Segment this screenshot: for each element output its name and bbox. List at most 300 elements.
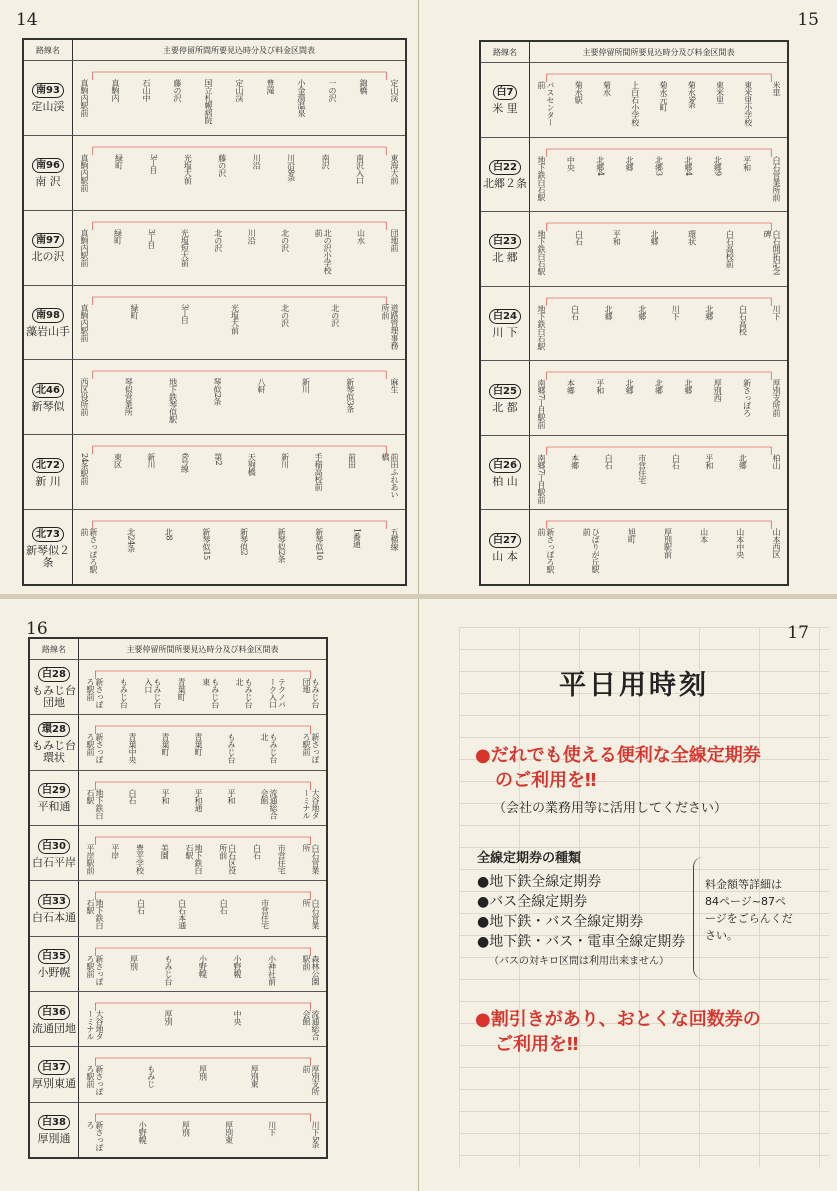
stop-name: 北郷 bbox=[637, 304, 647, 320]
route-row bbox=[24, 135, 405, 211]
info-column-header: 主要停留所間所要見込時分及び料金区間表 bbox=[582, 47, 735, 57]
stop-name: 中央 bbox=[233, 1010, 242, 1025]
stop-name: 琴似営業所 bbox=[124, 378, 134, 416]
stop-sequence bbox=[86, 889, 320, 930]
route-code-badge: 白30 bbox=[38, 839, 70, 854]
stop-name: 団地前 bbox=[389, 228, 399, 252]
stop-name: 新琴似3条 bbox=[345, 378, 355, 414]
stop-name: 川沿 bbox=[247, 228, 257, 244]
route-row bbox=[24, 210, 405, 286]
route-code-badge: 白37 bbox=[38, 1060, 70, 1075]
stop-name: 川沿8条 bbox=[286, 153, 296, 181]
stop-name: もみじ台北 bbox=[260, 733, 278, 764]
route-label bbox=[24, 360, 73, 435]
route-column-header: 路線名 bbox=[24, 40, 73, 60]
stop-name: もみじ台 bbox=[119, 678, 129, 708]
coupon-promo bbox=[475, 1007, 761, 1057]
route-row bbox=[24, 509, 405, 585]
stop-name: 柏山 bbox=[771, 453, 781, 469]
stop-name: もみじ台東 bbox=[201, 678, 220, 708]
stop-name: 新さっぽろ駅前 bbox=[86, 1065, 104, 1096]
stop-name: 流通総合会館 bbox=[302, 1010, 320, 1040]
route-label bbox=[481, 212, 530, 287]
page-number: 15 bbox=[797, 10, 819, 30]
stop-name: 緑町 bbox=[130, 303, 140, 319]
route-label bbox=[481, 361, 530, 436]
stop-name: 1番通 bbox=[352, 528, 362, 548]
stop-name: 琴似2条 bbox=[212, 378, 222, 406]
route-code-badge: 白36 bbox=[38, 1005, 70, 1020]
stop-name: 川下5条 bbox=[310, 1120, 320, 1148]
stop-name: 本郷 bbox=[566, 379, 576, 395]
stop-name: 地下鉄白石駅 bbox=[537, 230, 546, 276]
stop-name: 新琴似2条 bbox=[277, 528, 287, 563]
stop-name: 定山渓 bbox=[390, 79, 399, 102]
route-name: もみじ台団地 bbox=[32, 683, 76, 709]
stop-name: 北郷4 bbox=[595, 155, 605, 176]
stop-name: 厚別 bbox=[181, 1120, 191, 1136]
stop-name: 白石 bbox=[574, 230, 584, 246]
stop-sequence bbox=[80, 443, 399, 504]
route-label bbox=[24, 211, 73, 286]
stop-name: 菊水 bbox=[602, 81, 612, 96]
route-code-badge: 白35 bbox=[38, 949, 70, 964]
stop-name: 新琴似10 bbox=[314, 528, 324, 560]
route-code-badge: 北46 bbox=[32, 383, 64, 398]
route-row bbox=[481, 211, 787, 287]
route-label bbox=[30, 715, 79, 770]
stop-name: もみじ台 bbox=[164, 954, 173, 985]
coupon-headline-cont: ご利用を‼ bbox=[495, 1034, 579, 1055]
route-row bbox=[481, 509, 787, 585]
page-number: 16 bbox=[26, 619, 48, 639]
pass-type-item: ●地下鉄・バス・電車全線定期券 bbox=[477, 934, 686, 950]
stop-name: 3丁目 bbox=[148, 153, 158, 174]
route-row bbox=[30, 936, 326, 992]
stop-sequence bbox=[86, 1055, 320, 1096]
stop-name: 流通総合会館 bbox=[260, 788, 278, 819]
stop-name: もみじ台入口 bbox=[143, 678, 162, 708]
route-code-badge: 南93 bbox=[32, 83, 64, 98]
route-label bbox=[30, 826, 79, 881]
stop-sequence bbox=[537, 146, 781, 207]
pass-type-item: ●バス全線定期券 bbox=[477, 894, 588, 910]
route-name: 川 下 bbox=[492, 325, 518, 339]
stop-name: 真駒内駅前 bbox=[80, 79, 89, 117]
stop-sequence bbox=[86, 1000, 320, 1041]
stop-name: 旭町 bbox=[627, 528, 637, 544]
page-title: 平日用時刻 bbox=[559, 670, 709, 701]
route-code-badge: 白7 bbox=[493, 85, 518, 100]
stop-name: 新琴似2 bbox=[239, 528, 249, 556]
stop-name: 北の沢 bbox=[213, 228, 223, 252]
stop-name: 北郷 bbox=[654, 379, 664, 395]
stop-sequence bbox=[80, 518, 399, 579]
stop-name: 北郷 bbox=[704, 304, 714, 320]
stop-name: 菊水元町 bbox=[659, 81, 668, 111]
stop-name: 白石高校 bbox=[738, 304, 748, 335]
stop-name: 菊水駅 bbox=[574, 81, 584, 104]
route-name: 白石本通 bbox=[32, 910, 76, 924]
route-code-badge: 環28 bbox=[38, 722, 70, 737]
route-code-badge: 南98 bbox=[32, 308, 64, 323]
page-number: 14 bbox=[16, 10, 38, 30]
stop-sequence bbox=[537, 295, 781, 356]
stop-name: 真駒内 bbox=[111, 79, 120, 102]
pass-type-item: ●地下鉄全線定期券 bbox=[477, 874, 602, 890]
stop-name: 南沢 bbox=[321, 153, 331, 169]
route-name: 南 沢 bbox=[35, 175, 61, 189]
stop-name: 北郷4 bbox=[683, 155, 693, 176]
stop-name: 厚別東 bbox=[250, 1065, 260, 1088]
stop-name: 北24条 bbox=[126, 528, 136, 553]
route-label bbox=[481, 63, 530, 138]
stop-name: 白石 bbox=[671, 453, 681, 469]
route-code-badge: 北72 bbox=[32, 458, 64, 473]
stop-name: 第2 bbox=[213, 453, 223, 466]
route-row bbox=[30, 991, 326, 1047]
stop-name: 一の沢 bbox=[328, 79, 337, 102]
stop-name: 地下鉄白石駅 bbox=[86, 788, 104, 819]
stop-name: もみじ bbox=[146, 1065, 156, 1088]
route-label bbox=[30, 660, 79, 715]
stop-name: 白石 bbox=[570, 304, 580, 320]
stop-name: 平岸駅前 bbox=[86, 844, 95, 874]
route-name: 新 川 bbox=[35, 474, 61, 488]
stop-name: 青葉町 bbox=[177, 678, 187, 701]
stop-name: 白石 bbox=[604, 453, 614, 469]
stop-name: 北の沢小学校前 bbox=[314, 228, 333, 274]
stop-sequence bbox=[86, 779, 320, 820]
info-column-header: 主要停留所間所要見込時分及び料金区間表 bbox=[163, 45, 315, 55]
route-code-badge: 白25 bbox=[489, 384, 521, 399]
route-code-badge: 白27 bbox=[489, 533, 521, 548]
stop-name: 西区役所前 bbox=[80, 378, 89, 416]
stop-name: 北郷 bbox=[738, 453, 748, 469]
stop-name: 白石区役所前 bbox=[218, 844, 237, 874]
route-name: 新琴似２条 bbox=[26, 543, 70, 569]
route-row bbox=[30, 714, 326, 770]
stop-name: もみじ台北 bbox=[235, 678, 254, 708]
route-row bbox=[481, 137, 787, 213]
stop-name: 厚別西 bbox=[713, 379, 723, 402]
route-name: 小野幌 bbox=[37, 966, 71, 980]
stop-name: 緑町 bbox=[114, 153, 124, 169]
route-column-header: 路線名 bbox=[481, 42, 530, 62]
stop-name: 白石 bbox=[219, 899, 229, 915]
route-label bbox=[30, 937, 79, 992]
route-name: 平和通 bbox=[37, 800, 71, 814]
stop-name: 大谷地ターミナル bbox=[302, 788, 320, 819]
route-table bbox=[479, 40, 789, 586]
stop-name: 白石開拓記念碑 bbox=[762, 230, 781, 276]
stop-sequence bbox=[86, 834, 320, 875]
stop-sequence bbox=[86, 668, 320, 709]
route-name: 北 郷 bbox=[492, 251, 518, 265]
page-fold bbox=[0, 594, 837, 599]
stop-name: 3丁目 bbox=[180, 303, 190, 324]
route-row bbox=[24, 60, 405, 136]
route-name: 定山渓 bbox=[31, 100, 65, 114]
stop-name: 山水 bbox=[356, 228, 366, 244]
stop-name: 新さっぽろ駅前 bbox=[80, 528, 98, 574]
pass-types-note: （バスの対キロ区間は利用出来ません） bbox=[489, 956, 669, 967]
stop-name: 川下 bbox=[267, 1120, 277, 1136]
stop-name: 新さっぽろ駅前 bbox=[86, 678, 104, 708]
stop-name: 真駒内駅前 bbox=[80, 303, 89, 342]
stop-sequence bbox=[86, 723, 320, 764]
stop-name: 前田ふれあい橋 bbox=[380, 453, 399, 499]
stop-name: 北の沢 bbox=[280, 228, 290, 252]
stop-name: 光塩短大前 bbox=[180, 228, 190, 267]
stop-name: 山本西区 bbox=[771, 528, 781, 559]
stop-name: 平和 bbox=[704, 453, 714, 469]
stop-sequence bbox=[537, 220, 781, 281]
route-label bbox=[481, 510, 530, 585]
route-label bbox=[24, 435, 73, 510]
stop-name: 石山中 bbox=[142, 79, 151, 102]
route-name: 厚別東通 bbox=[32, 1076, 76, 1090]
route-row bbox=[481, 62, 787, 138]
route-row bbox=[30, 659, 326, 715]
stop-name: 平和 bbox=[595, 379, 605, 395]
route-row bbox=[30, 1046, 326, 1102]
route-label bbox=[481, 436, 530, 511]
stop-name: 厚別 bbox=[164, 1010, 173, 1025]
route-name: もみじ台環状 bbox=[32, 738, 76, 764]
route-code-badge: 白22 bbox=[489, 160, 521, 175]
stop-name: 川下 bbox=[671, 304, 681, 320]
stop-name: 東海大前 bbox=[389, 153, 399, 184]
stop-name: 東区 bbox=[113, 453, 123, 469]
stop-name: 藤の沢 bbox=[217, 153, 227, 177]
stop-name: 厚別 bbox=[129, 954, 139, 970]
stop-name: 小野幌 bbox=[138, 1120, 148, 1144]
stop-name: 小金湯温泉 bbox=[297, 79, 306, 117]
stop-name: 厚別支所前 bbox=[302, 1065, 320, 1096]
stop-sequence bbox=[537, 369, 781, 430]
route-code-badge: 南96 bbox=[32, 158, 64, 173]
page-number: 17 bbox=[787, 623, 809, 643]
stop-name: 北の沢 bbox=[280, 303, 290, 327]
route-label bbox=[30, 1047, 79, 1102]
stop-name: 手稲高校前 bbox=[314, 453, 324, 491]
stop-name: 北郷 bbox=[683, 379, 693, 395]
stop-name: 国立札幌病院 bbox=[204, 79, 213, 124]
route-code-badge: 北73 bbox=[32, 527, 64, 542]
stop-name: 本郷 bbox=[570, 453, 580, 469]
stop-name: 小野幌 bbox=[233, 954, 242, 978]
stop-name: 光塩大前 bbox=[183, 153, 193, 184]
stop-name: 白石 bbox=[128, 788, 137, 804]
table-header bbox=[481, 42, 787, 63]
stop-name: 小神社前 bbox=[267, 954, 277, 985]
stop-name: 北郷 bbox=[649, 230, 659, 246]
stop-name: 平岸 bbox=[110, 844, 120, 859]
route-row bbox=[30, 825, 326, 881]
route-code-badge: 白24 bbox=[489, 309, 521, 324]
pass-types-title: 全線定期券の種類 bbox=[477, 851, 582, 866]
stop-name: 白石本通 bbox=[177, 899, 187, 930]
stop-name: 新川 bbox=[301, 378, 311, 394]
stop-name: 平和 bbox=[161, 788, 170, 804]
stop-name: 青葉町 bbox=[194, 733, 203, 756]
stop-name: 新さっぽろ駅前 bbox=[302, 733, 320, 764]
stop-name: 環状 bbox=[687, 230, 697, 246]
stop-name: 五横線 bbox=[390, 528, 399, 551]
stop-name: ひばりが丘駅前 bbox=[582, 528, 601, 574]
stop-name: 森林公園駅前 bbox=[302, 954, 320, 985]
stop-name: 南沢入口 bbox=[355, 153, 365, 184]
route-name: 北の沢 bbox=[31, 250, 65, 264]
stop-name: 北郷9 bbox=[713, 155, 723, 176]
stop-name: 3丁目 bbox=[146, 228, 156, 249]
stop-name: 美園 bbox=[160, 844, 170, 859]
route-row bbox=[24, 359, 405, 435]
stop-sequence bbox=[80, 144, 399, 205]
stop-name: 白石営業所前 bbox=[772, 155, 781, 201]
stop-sequence bbox=[86, 1111, 320, 1152]
route-label bbox=[30, 771, 79, 826]
page-15 bbox=[419, 0, 837, 596]
stop-name: テクノパーク入口 bbox=[268, 678, 287, 708]
stop-sequence bbox=[537, 444, 781, 505]
route-label bbox=[30, 881, 79, 936]
stop-name: 山本 bbox=[699, 528, 709, 544]
stop-name: 新さっぽろ駅前 bbox=[537, 528, 555, 574]
coupon-headline: ●割引きがあり、おとくな回数券の bbox=[475, 1009, 761, 1030]
route-row bbox=[481, 360, 787, 436]
fare-details-note: 料金額等詳細は84ページ~87ページをごらんください。 bbox=[705, 878, 793, 942]
stop-name: 北8 bbox=[164, 528, 174, 541]
stop-sequence bbox=[80, 69, 399, 130]
route-code-badge: 南97 bbox=[32, 233, 64, 248]
stop-name: 平和 bbox=[227, 788, 236, 804]
stop-name: もみじ台 bbox=[227, 733, 236, 764]
route-label bbox=[24, 510, 73, 585]
stop-name: 小野幌 bbox=[198, 954, 208, 978]
route-label bbox=[30, 1103, 79, 1158]
route-row bbox=[30, 770, 326, 826]
stop-name: 真駒内駅前 bbox=[80, 153, 89, 192]
pass-type-item: ●地下鉄・バス全線定期券 bbox=[477, 914, 644, 930]
route-name: 藻岩山手 bbox=[26, 324, 70, 338]
route-table bbox=[22, 38, 407, 586]
stop-name: 光塩大前 bbox=[230, 303, 240, 334]
promo-headline-cont: のご利用を‼ bbox=[495, 770, 597, 791]
route-code-badge: 白23 bbox=[489, 234, 521, 249]
route-row bbox=[481, 435, 787, 511]
route-row bbox=[30, 1102, 326, 1158]
route-name: 厚別通 bbox=[37, 1132, 71, 1146]
stop-name: 錦橋 bbox=[359, 79, 368, 94]
stop-name: 新川 bbox=[146, 453, 156, 469]
page-14 bbox=[0, 0, 418, 596]
stop-name: 平和 bbox=[612, 230, 622, 246]
pass-types bbox=[477, 847, 685, 967]
promo-note: （会社の業務用等に活用してください） bbox=[493, 801, 728, 816]
route-label bbox=[24, 136, 73, 211]
route-column-header: 路線名 bbox=[30, 639, 79, 659]
stop-name: 厚別 bbox=[198, 1065, 208, 1081]
stop-name: 地下鉄白石駅 bbox=[185, 844, 203, 874]
stop-sequence bbox=[537, 71, 781, 132]
stop-name: 市営住宅 bbox=[277, 844, 287, 874]
stop-sequence bbox=[80, 368, 399, 429]
stop-sequence bbox=[80, 294, 399, 355]
stop-name: 新さっぽろ bbox=[742, 379, 752, 417]
stop-name: 山本中央 bbox=[735, 528, 745, 559]
commuter-pass-promo bbox=[475, 743, 761, 816]
stop-name: 藤の沢 bbox=[173, 79, 182, 102]
stop-name: 新さっぽろ駅前 bbox=[86, 733, 104, 764]
stop-name: 白石 bbox=[252, 844, 262, 859]
route-row bbox=[24, 434, 405, 510]
stop-sequence bbox=[86, 945, 320, 986]
stop-name: 天狗橋 bbox=[247, 453, 257, 476]
table-header bbox=[24, 40, 405, 61]
stop-name: 南郷7丁目駅前 bbox=[537, 379, 546, 429]
stop-name: 東米里小学校 bbox=[743, 81, 753, 126]
stop-name: 菊水9条 bbox=[687, 81, 697, 109]
stop-name: 北郷 bbox=[625, 379, 635, 395]
route-name: 柏 山 bbox=[492, 475, 518, 489]
stop-name: 北郷3 bbox=[654, 155, 664, 176]
stop-name: 白石高校前 bbox=[725, 230, 735, 268]
stop-name: 米里 bbox=[772, 81, 781, 96]
stop-name: 新琴似15 bbox=[201, 528, 211, 560]
stop-name: 上白石小学校 bbox=[630, 81, 640, 126]
stop-name: 北の沢 bbox=[330, 303, 340, 327]
route-name: 白石平岸 bbox=[32, 855, 76, 869]
stop-name: 厚別駅前 bbox=[663, 528, 673, 559]
info-column-header: 主要停留所間所要見込時分及び料金区間表 bbox=[126, 644, 279, 654]
stop-name: 地下鉄白石駅 bbox=[86, 899, 104, 930]
stop-name: 厚別支所前 bbox=[772, 379, 781, 417]
route-row bbox=[481, 286, 787, 362]
route-label bbox=[24, 286, 73, 361]
stop-name: 新さっぽろ bbox=[86, 1120, 104, 1151]
stop-name: 白石 bbox=[136, 899, 146, 915]
stop-name: 新さっぽろ駅前 bbox=[86, 954, 104, 985]
stop-name: 平和 bbox=[742, 155, 752, 171]
route-label bbox=[24, 61, 73, 136]
stop-name: 大谷地ターミナル bbox=[86, 1010, 104, 1040]
route-code-badge: 白28 bbox=[38, 667, 70, 682]
route-row bbox=[30, 880, 326, 936]
stop-name: 北郷 bbox=[625, 155, 635, 171]
stop-name: 地下鉄白石駅 bbox=[537, 155, 546, 201]
route-code-badge: 白29 bbox=[38, 783, 70, 798]
stop-name: 市営住宅 bbox=[637, 453, 647, 484]
route-name: 新琴似 bbox=[31, 399, 65, 413]
stop-name: 麻生 bbox=[389, 378, 399, 394]
route-table bbox=[28, 637, 328, 1159]
stop-name: 中央 bbox=[566, 155, 576, 171]
stop-name: 東米里 bbox=[715, 81, 725, 104]
stop-sequence bbox=[537, 518, 781, 579]
route-code-badge: 白33 bbox=[38, 894, 70, 909]
route-label bbox=[481, 138, 530, 213]
stop-name: 川下 bbox=[771, 304, 781, 320]
stop-name: 6号線 bbox=[180, 453, 190, 473]
route-code-badge: 白26 bbox=[489, 458, 521, 473]
stop-name: 八軒 bbox=[257, 378, 267, 394]
stop-name: 市営住宅 bbox=[260, 899, 270, 930]
route-name: 北 都 bbox=[492, 400, 518, 414]
table-header bbox=[30, 639, 326, 660]
stop-name: もみじ台団地 bbox=[301, 678, 320, 708]
